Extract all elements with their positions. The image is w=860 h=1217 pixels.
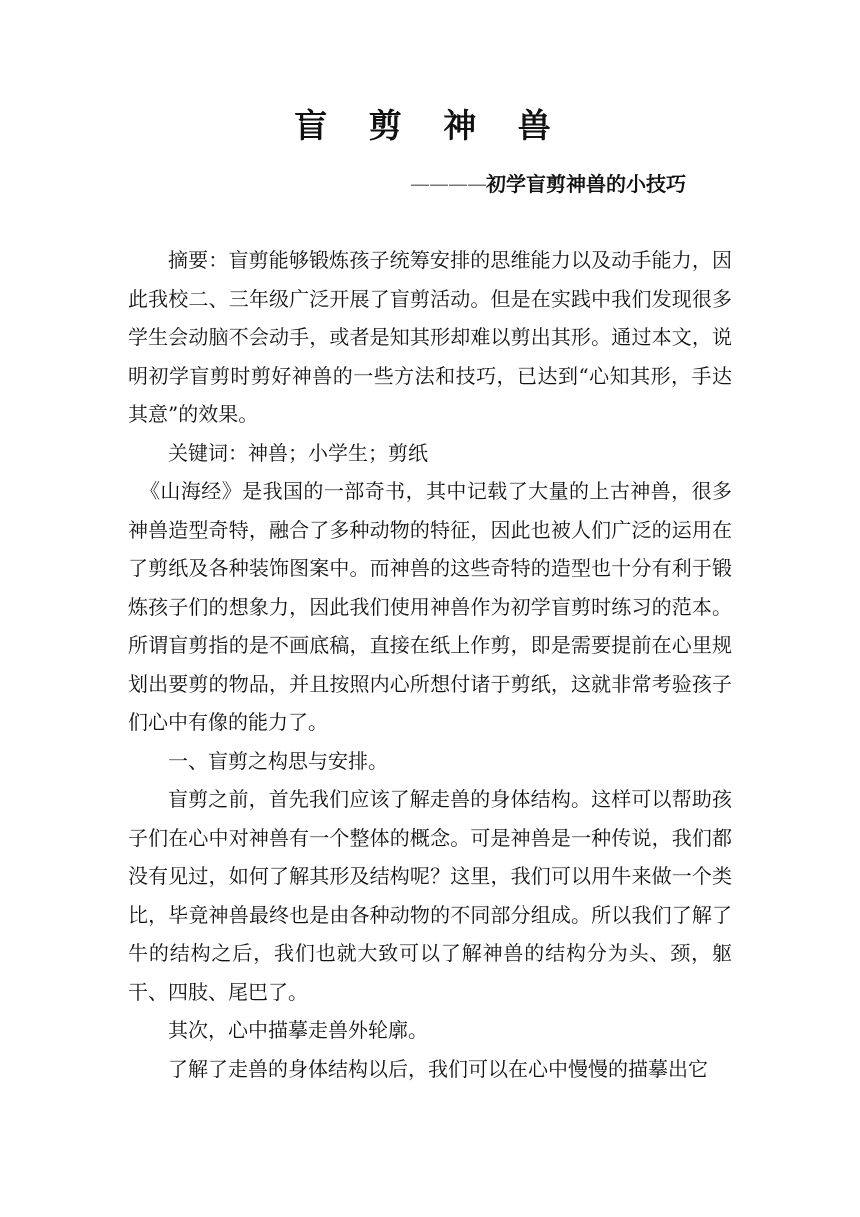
subtitle-text: 初学盲剪神兽的小技巧 <box>486 172 686 196</box>
body-paragraph: 盲剪之前，首先我们应该了解走兽的身体结构。这样可以帮助孩子们在心中对神兽有一个整体的概念。可是神兽是一种传说，我们都没有见过，如何了解其形及结构呢？这里，我们可以用牛来做一个类比，毕竟神兽最终也是由各种动物的不同部分组成。所以我们了解了牛的结构之后，我们也就大致可以了解神兽的结构分为头、颈，躯干、四肢、尾巴了。 <box>128 787 732 1004</box>
intro-paragraph: 《山海经》是我国的一部奇书，其中记载了大量的上古神兽，很多神兽造型奇特，融合了多种动物的特征，因此也被人们广泛的运用在了剪纸及各种装饰图案中。而神兽的这些奇特的造型也十分有利于锻炼孩子们的想象力，因此我们使用神兽作为初学盲剪时练习的范本。所谓盲剪指的是不画底稿，直接在纸上作剪，即是需要提前在心里规划出要剪的物品，并且按照内心所想付诸于剪纸，这就非常考验孩子们心中有像的能力了。 <box>128 479 732 734</box>
document-subtitle <box>410 170 740 198</box>
body-paragraph-continued: 了解了走兽的身体结构以后，我们可以在心中慢慢的描摹出它 <box>168 1056 708 1081</box>
keywords-paragraph: 关键词：神兽；小学生；剪纸 <box>168 440 428 465</box>
subtitle-dash: ———— <box>410 172 486 196</box>
document-title: 盲 剪 神 兽 <box>294 106 566 145</box>
section-heading-1: 一、盲剪之构思与安排。 <box>168 748 388 773</box>
subheading-paragraph: 其次，心中描摹走兽外轮廓。 <box>168 1018 428 1042</box>
document-body <box>128 241 732 1088</box>
abstract-paragraph: 摘要：盲剪能够锻炼孩子统筹安排的思维能力以及动手能力，因此我校二、三年级广泛开展了盲剪活动。但是在实践中我们发现很多学生会动脑不会动手，或者是知其形却难以剪出其形。通过本文，说明初学盲剪时剪好神兽的一些方法和技巧，已达到“心知其形，手达其意”的效果。 <box>128 248 732 426</box>
